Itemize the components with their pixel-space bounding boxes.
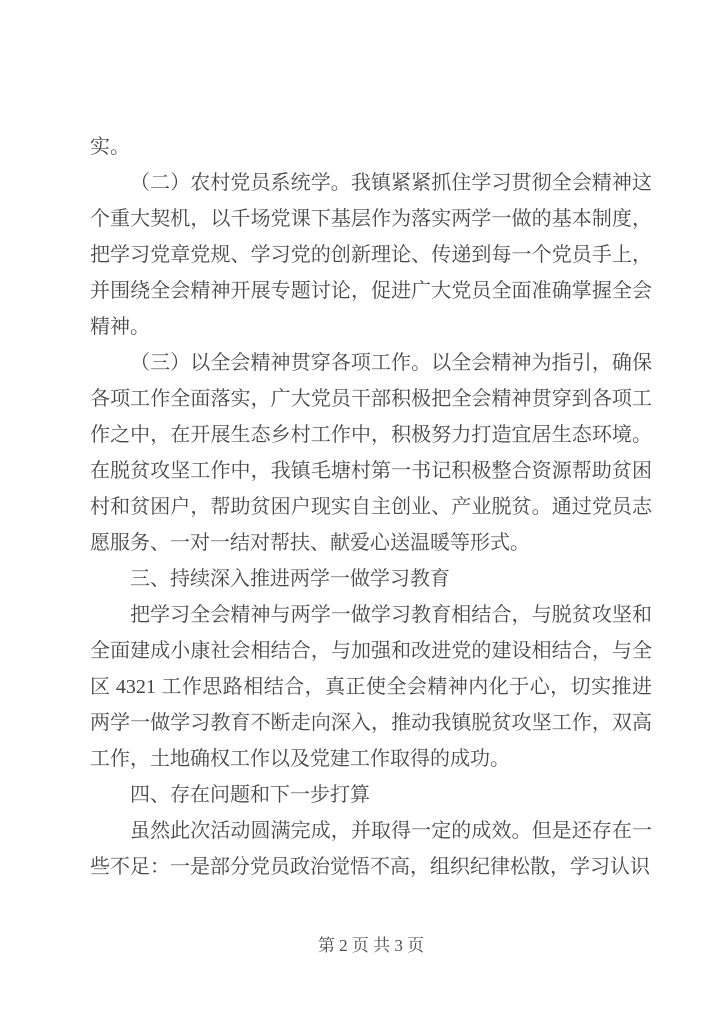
paragraph: （三）以全会精神贯穿各项工作。以全会精神为指引，确保各项工作全面落实，广大党员干部积极把全会精神贯穿到各项工作之中，在开展生态乡村工作中，积极努力打造宜居生态环境。在脱贫攻坚工作中，我镇毛塘村第一书记积极整合资源帮助贫困村和贫困户，帮助贫困户现实自主创业、产业脱贫。通过党员志愿服务、一对一结对帮扶、献爱心送温暖等形式。 <box>90 352 652 554</box>
page-number-footer: 第 2 页 共 3 页 <box>317 936 425 955</box>
paragraph: 实。 <box>90 136 130 158</box>
paragraph: 三、持续深入推进两学一做学习教育 <box>130 568 450 590</box>
paragraph: （二）农村党员系统学。我镇紧紧抓住学习贯彻全会精神这个重大契机，以千场党课下基层作为落实两学一做的基本制度，把学习党章党规、学习党的创新理论、传递到每一个党员手上，并围绕全会精神开展专题讨论，促进广大党员全面准确掌握全会精神。 <box>90 172 652 338</box>
document-body <box>90 129 652 885</box>
paragraph: 把学习全会精神与两学一做学习教育相结合，与脱贫攻坚和全面建成小康社会相结合，与加强和改进党的建设相结合，与全区 4321 工作思路相结合，真正使全会精神内化于心，切实推进两学一做学习教育不断走向深入，推动我镇脱贫攻坚工作，双高工作，土地确权工作以及党建工作取得的成功。 <box>90 604 652 770</box>
paragraph: 虽然此次活动圆满完成，并取得一定的成效。但是还存在一些不足：一是部分党员政治觉悟不高，组织纪律松散，学习认识 <box>90 820 652 878</box>
paragraph: 四、存在问题和下一步打算 <box>130 784 370 806</box>
